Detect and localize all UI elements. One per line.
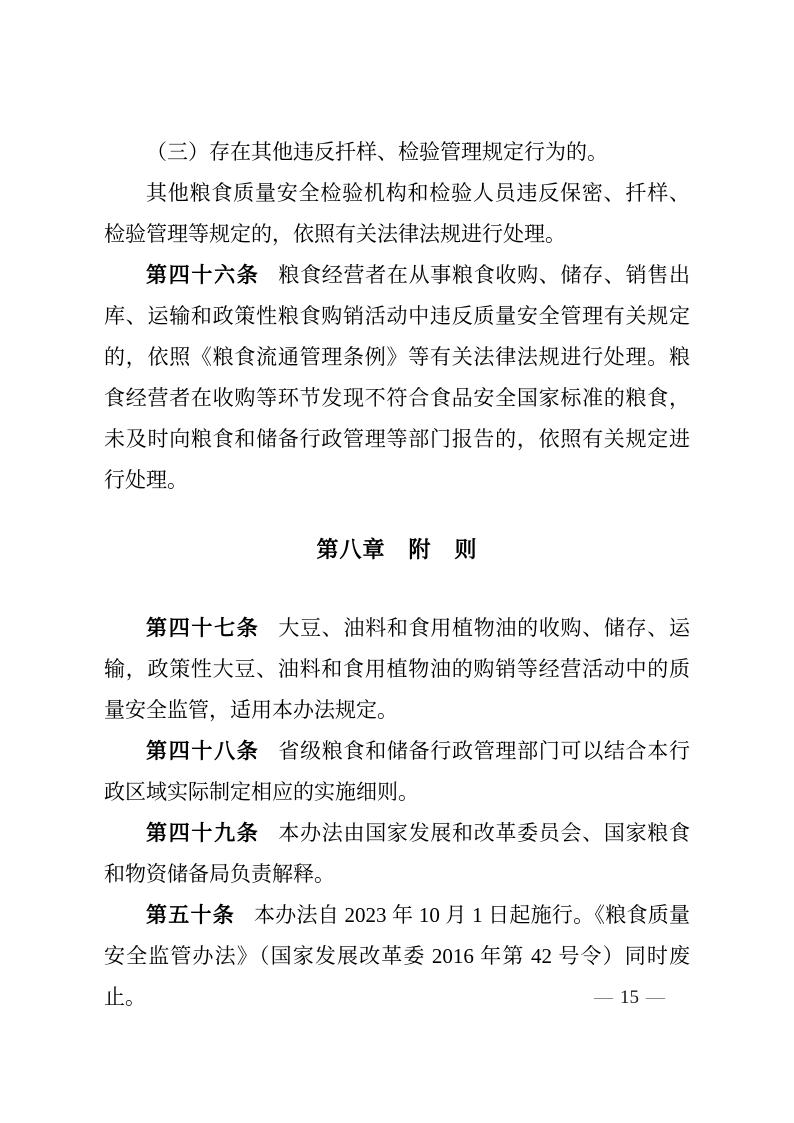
article-48-text: 省级粮食和储备行政管理部门可以结合本行政区域实际制定相应的实施细则。: [104, 739, 691, 804]
article-50-number: 第五十条: [146, 904, 236, 927]
footer-page-number: [587, 986, 672, 1010]
article-46-number: 第四十六条: [146, 264, 260, 287]
footer-page-number-value: 15: [620, 987, 639, 1008]
paragraph-other-orgs: 其他粮食质量安全检验机构和检验人员违反保密、扦样、检验管理等规定的，依照有关法律法规进行处理。: [104, 181, 690, 246]
chapter-8-heading: 第八章 附 则: [316, 537, 478, 562]
article-47-number: 第四十七条: [146, 617, 260, 640]
article-50-text: 本办法自 2023 年 10 月 1 日起施行。《粮食质量安全监管办法》（国家发展改革委 2016 年第 42 号令）同时废止。: [104, 903, 691, 1009]
article-49-text: 本办法由国家发展和改革委员会、国家粮食和物资储备局负责解释。: [104, 821, 691, 886]
article-48-number: 第四十八条: [146, 740, 260, 763]
paragraph-article-49: [104, 813, 690, 895]
article-47-text: 大豆、油料和食用植物油的收购、储存、运输，政策性大豆、油料和食用植物油的购销等经营活动中的质量安全监管，适用本办法规定。: [104, 616, 691, 722]
article-46-text: 粮食经营者在从事粮食收购、储存、销售出库、运输和政策性粮食购销活动中违反质量安全管理有关规定的，依照《粮食流通管理条例》等有关法律法规进行处理。粮食经营者在收购等环节发现不符合食品安全国家标准的粮食，未及时向粮食和储备行政管理等部门报告的，依照有关规定进行处理。: [104, 263, 691, 492]
paragraph-article-48: [104, 731, 690, 813]
article-49-number: 第四十九条: [146, 822, 260, 845]
paragraph-article-46: [104, 255, 690, 501]
paragraph-article-47: [104, 608, 690, 731]
paragraph-item-3: （三）存在其他违反扦样、检验管理规定行为的。: [146, 140, 608, 164]
document-text-block: [104, 132, 690, 1018]
footer-right-dash: —: [646, 987, 665, 1008]
footer-left-dash: —: [594, 987, 613, 1008]
